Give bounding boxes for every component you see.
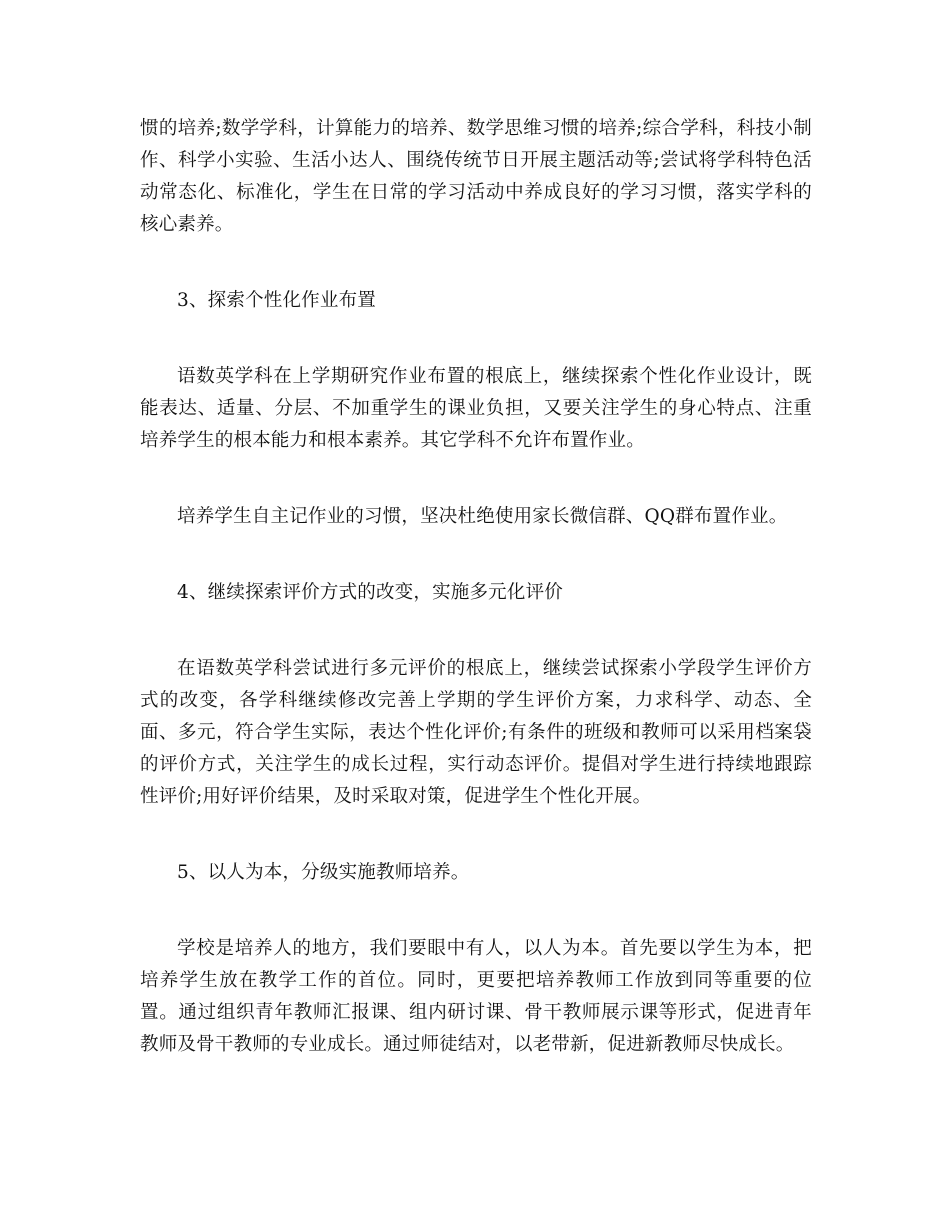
paragraph-teacher-training: 学校是培养人的地方，我们要眼中有人，以人为本。首先要以学生为本，把培养学生放在教学工作的首位。同时，更要把培养教师工作放到同等重要的位置。通过组织青年教师汇报课、组内研讨课、骨干教师展示课等形式，促进青年教师及骨干教师的专业成长。通过师徒结对，以老带新，促进新教师尽快成长。 <box>140 938 812 1055</box>
paragraph-gap <box>140 457 812 501</box>
section-heading-4: 4、继续探索评价方式的改变，实施多元化评价 <box>177 582 563 603</box>
paragraph-gap <box>140 889 812 933</box>
paragraph-homework-design: 语数英学科在上学期研究作业布置的根底上，继续探索个性化作业设计，既能表达、适量、分层、不加重学生的课业负担，又要关注学生的身心特点、注重培养学生的根本能力和根本素养。其它学科不允许布置作业。 <box>140 366 812 451</box>
paragraph-gap <box>140 317 812 361</box>
paragraph-homework-habit: 培养学生自主记作业的习惯，坚决杜绝使用家长微信群、QQ群布置作业。 <box>177 506 788 527</box>
section-heading-5: 5、以人为本，分级实施教师培养。 <box>177 862 470 883</box>
paragraph-gap <box>140 813 812 857</box>
paragraph-continuation: 惯的培养;数学学科，计算能力的培养、数学思维习惯的培养;综合学科，科技小制作、科学小实验、生活小达人、围绕传统节日开展主题活动等;尝试将学科特色活动常态化、标准化，学生在日常的学习活动中养成良好的学习习惯，落实学科的核心素养。 <box>140 118 812 235</box>
section-heading-3: 3、探索个性化作业布置 <box>177 290 376 311</box>
paragraph-gap <box>140 609 812 653</box>
document-page <box>140 113 812 1061</box>
paragraph-gap <box>140 241 812 285</box>
paragraph-gap <box>140 533 812 577</box>
paragraph-evaluation: 在语数英学科尝试进行多元评价的根底上，继续尝试探索小学段学生评价方式的改变，各学科继续修改完善上学期的学生评价方案，力求科学、动态、全面、多元，符合学生实际，表达个性化评价;有条件的班级和教师可以采用档案袋的评价方式，关注学生的成长过程，实行动态评价。提倡对学生进行持续地跟踪性评价;用好评价结果，及时采取对策，促进学生个性化开展。 <box>140 658 812 807</box>
